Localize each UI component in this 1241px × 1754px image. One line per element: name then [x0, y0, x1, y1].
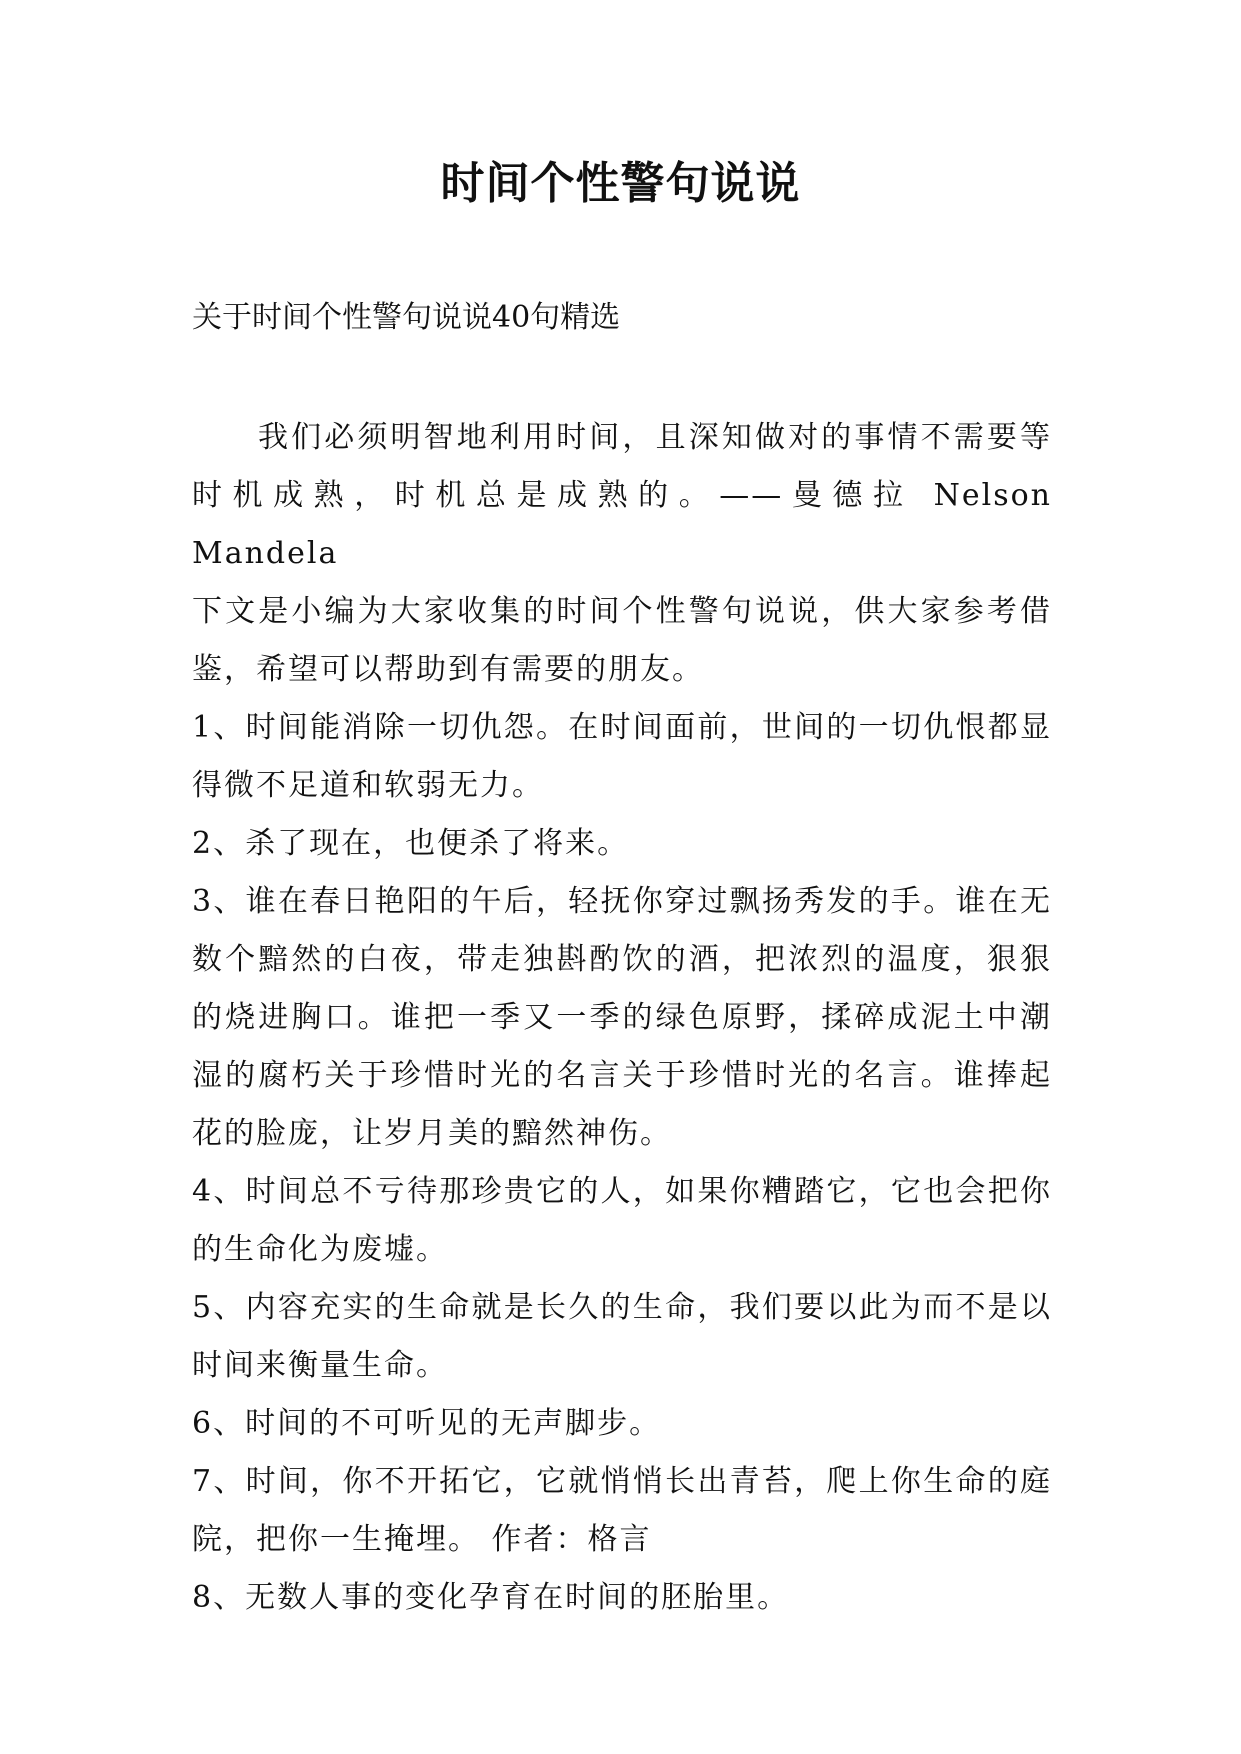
document-body: [192, 409, 1052, 1627]
list-item: 8、无数人事的变化孕育在时间的胚胎里。: [192, 1580, 790, 1615]
intro-paragraph: 我们必须明智地利用时间，且深知做对的事情不需要等时机成熟，时机总是成熟的。——曼德拉 Nelson Mandela: [192, 420, 1052, 571]
document-title: 时间个性警句说说: [440, 158, 801, 209]
list-item: 7、时间，你不开拓它，它就悄悄长出青苔，爬上你生命的庭院，把你一生掩埋。 作者：格言: [192, 1464, 1052, 1557]
list-item: 2、杀了现在，也便杀了将来。: [192, 826, 630, 861]
list-item: 4、时间总不亏待那珍贵它的人，如果你糟踏它，它也会把你的生命化为废墟。: [192, 1174, 1052, 1267]
document-subtitle: 关于时间个性警句说说40句精选: [192, 300, 621, 335]
list-item: 6、时间的不可听见的无声脚步。: [192, 1406, 662, 1441]
list-item: 5、内容充实的生命就是长久的生命，我们要以此为而不是以时间来衡量生命。: [192, 1290, 1052, 1383]
intro-paragraph: 下文是小编为大家收集的时间个性警句说说，供大家参考借鉴，希望可以帮助到有需要的朋友。: [192, 594, 1052, 687]
list-item: 3、谁在春日艳阳的午后，轻抚你穿过飘扬秀发的手。谁在无数个黯然的白夜，带走独斟酌饮的酒，把浓烈的温度，狠狠的烧进胸口。谁把一季又一季的绿色原野，揉碎成泥土中潮湿的腐朽关于珍惜时光的名言关于珍惜时光的名言。谁捧起花的脸庞，让岁月美的黯然神伤。: [192, 884, 1052, 1151]
list-item: 1、时间能消除一切仇怨。在时间面前，世间的一切仇恨都显得微不足道和软弱无力。: [192, 710, 1052, 803]
